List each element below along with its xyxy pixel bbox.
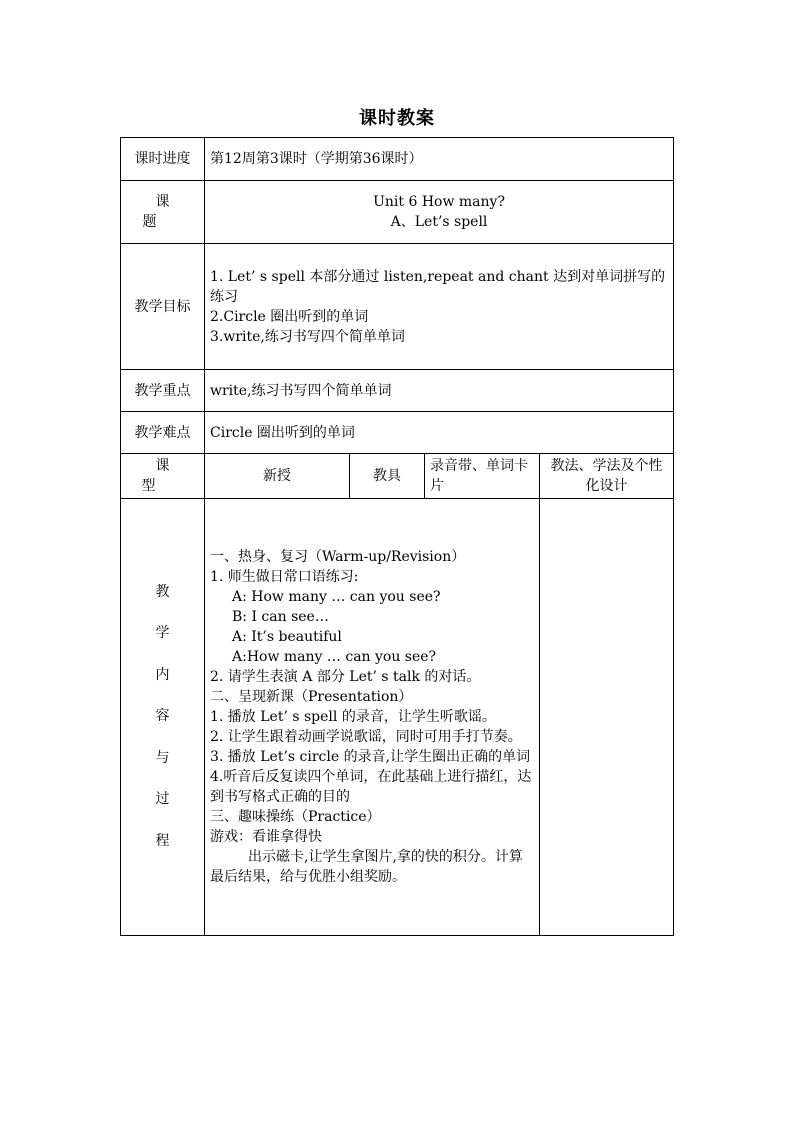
- row-process: [121, 499, 674, 936]
- topic-line-2: A、Let’s spell: [390, 214, 488, 230]
- process-line: A: It’s beautiful: [232, 629, 342, 645]
- process-line: 1. 播放 Let’ s spell 的录音，让学生听歌谣。: [210, 709, 496, 725]
- process-label-char: 教: [155, 583, 170, 600]
- process-line: 出示磁卡,让学生拿图片,拿的快的积分。计算最后结果，给与优胜小组奖励。: [210, 849, 523, 885]
- process-line: A:How many … can you see?: [232, 649, 437, 665]
- process-line: 游戏：看谁拿得快: [210, 829, 322, 845]
- lesson-plan-table: [120, 137, 674, 936]
- key-point-label: 教学重点: [121, 370, 205, 412]
- process-label-char: 程: [155, 832, 170, 849]
- process-line: B: I can see…: [232, 609, 329, 625]
- process-content: [205, 499, 540, 936]
- page-title: 课时教案: [359, 108, 435, 129]
- process-line: 4.听音后反复读四个单词，在此基础上进行描红，达到书写格式正确的目的: [210, 769, 532, 805]
- type-value: 新授: [205, 454, 350, 499]
- process-label: [121, 499, 205, 936]
- process-label-char: 过: [155, 791, 170, 808]
- process-line: 2. 让学生跟着动画学说歌谣，同时可用手打节奏。: [210, 729, 522, 745]
- process-label-char: 学: [155, 625, 170, 642]
- difficulty-value: Circle 圈出听到的单词: [205, 412, 674, 454]
- process-label-char: 内: [155, 666, 170, 683]
- row-key-point: [121, 370, 674, 412]
- process-line: 一、热身、复习（Warm-up/Revision）: [210, 549, 466, 565]
- progress-label: 课时进度: [121, 138, 205, 181]
- row-goals: [121, 244, 674, 370]
- row-difficulty: [121, 412, 674, 454]
- methods-label: 教法、学法及个性化设计: [540, 454, 674, 499]
- type-label: 课 型: [121, 454, 205, 499]
- goals-value: [205, 244, 674, 370]
- topic-line-1: Unit 6 How many?: [373, 194, 505, 210]
- progress-value: 第12周第3课时（学期第36课时）: [205, 138, 674, 181]
- goals-label: 教学目标: [121, 244, 205, 370]
- key-point-value: write,练习书写四个简单单词: [205, 370, 674, 412]
- row-type: [121, 454, 674, 499]
- methods-content: [540, 499, 674, 936]
- goal-item: 1. Let’ s spell 本部分通过 listen,repeat and chant 达到对单词拼写的练习: [210, 268, 666, 305]
- process-label-char: 与: [155, 749, 170, 766]
- process-line: A: How many … can you see?: [232, 589, 441, 605]
- goal-item: 2.Circle 圈出听到的单词: [210, 308, 369, 325]
- process-line: 二、呈现新课（Presentation）: [210, 689, 413, 705]
- process-line: 三、趣味操练（Practice）: [210, 809, 381, 825]
- topic-label: 课 题: [121, 181, 205, 244]
- tools-value: 录音带、单词卡片: [425, 454, 540, 499]
- difficulty-label: 教学难点: [121, 412, 205, 454]
- tools-label: 教具: [350, 454, 425, 499]
- goal-item: 3.write,练习书写四个简单单词: [210, 328, 405, 345]
- process-line: 3. 播放 Let’s circle 的录音,让学生圈出正确的单词: [210, 749, 531, 765]
- row-topic: [121, 181, 674, 244]
- process-line: 2. 请学生表演 A 部分 Let’ s talk 的对话。: [210, 669, 481, 685]
- topic-value: [205, 181, 674, 244]
- row-progress: [121, 138, 674, 181]
- process-label-char: 容: [155, 708, 170, 725]
- process-line: 1. 师生做日常口语练习:: [210, 569, 359, 585]
